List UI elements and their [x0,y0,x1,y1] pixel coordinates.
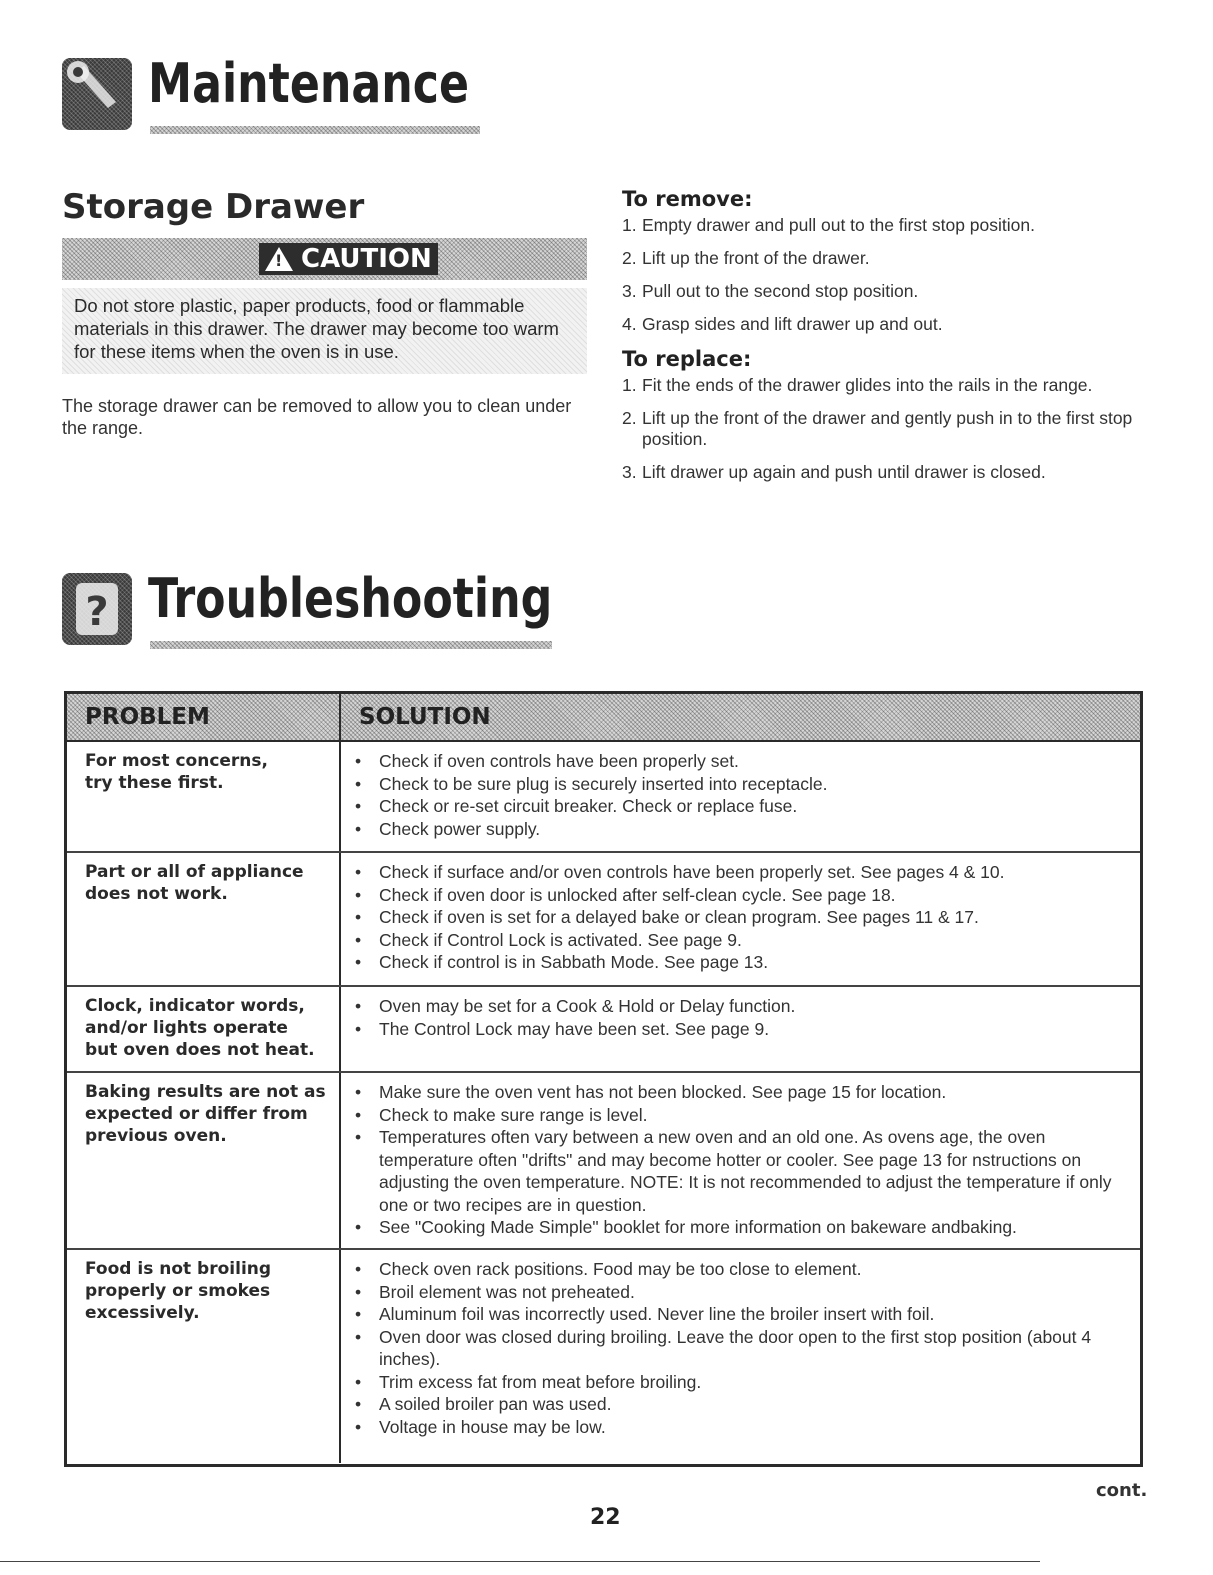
table-row [67,1073,1140,1250]
problem-cell: Part or all of appliance does not work. [67,853,341,985]
warning-icon: ! [265,247,293,271]
list-item: • Temperatures often vary between a new oven and an old one. As ovens age, the oven temperature often "drifts" and may become hotter or cooler. See page 13 for nstructions on adjusting the oven temperature. NOTE: It is not recommended to adjust the temperature if only one or two recipes are in question. [355,1127,1112,1215]
list-item: 1. Fit the ends of the drawer glides into the rails in the range. [622,375,1093,395]
table-row [67,742,1140,853]
remove-heading: To remove: [622,187,753,211]
table-row [67,1250,1140,1463]
list-item: • See "Cooking Made Simple" booklet for more information on bakeware andbaking. [355,1217,1017,1237]
caution-message: Do not store plastic, paper products, food or flammable materials in this drawer. The drawer may become too warm for these items when the oven is in use. [62,288,587,374]
problem-cell: Food is not broiling properly or smokes excessively. [67,1250,341,1463]
list-item: • Check to make sure range is level. [355,1104,648,1125]
list-item: 1. Empty drawer and pull out to the first stop position. [622,215,1035,235]
list-item: • Trim excess fat from meat before broiling. [355,1371,702,1392]
list-item: 2. Lift up the front of the drawer and gently push in to the first stop position. [622,408,1133,449]
question-icon [62,573,132,645]
caution-text-label: CAUTION [301,244,432,274]
list-item: • Check oven rack positions. Food may be too close to element. [355,1259,862,1279]
title-underline [150,641,552,649]
section-title: Maintenance [148,52,470,115]
list-item: • Check if oven is set for a delayed bake or clean program. See pages 11 & 17. [355,907,979,927]
table-row [67,853,1140,987]
svg-text:?: ? [85,589,109,635]
list-item: • The Control Lock may have been set. See page 9. [355,1018,770,1039]
list-item: • Broil element was not preheated. [355,1281,635,1302]
solution-cell [341,742,1140,851]
column-header-solution: SOLUTION [359,704,491,730]
list-item: • Check if oven controls have been properly set. [355,751,739,771]
storage-description: The storage drawer can be removed to allow you to clean under the range. [62,396,572,438]
solution-cell [341,1073,1140,1248]
list-item: 2. Lift up the front of the drawer. [622,248,870,268]
problem-cell: Baking results are not as expected or differ from previous oven. [67,1073,341,1248]
list-item: 3. Lift drawer up again and push until drawer is closed. [622,462,1046,482]
title-underline [150,126,480,134]
list-item: 4. Grasp sides and lift drawer up and out. [622,314,943,334]
list-item: • Check or re-set circuit breaker. Check or replace fuse. [355,796,798,816]
list-item: • Check if surface and/or oven controls have been properly set. See pages 4 & 10. [355,862,1005,882]
troubleshooting-table [64,691,1143,1467]
solution-cell [341,987,1140,1071]
troubleshooting-heading [62,567,553,663]
replace-heading: To replace: [622,347,752,371]
list-item: • Check if oven door is unlocked after self-clean cycle. See page 18. [355,884,896,905]
wrench-icon [62,58,132,130]
remove-steps [622,215,1152,335]
list-item: • Check power supply. [355,818,541,839]
caution-banner [62,238,587,280]
page-number: 22 [590,1505,621,1530]
list-item: • Check to be sure plug is securely inserted into receptacle. [355,773,828,794]
list-item: • Oven door was closed during broiling. Leave the door open to the first stop position (about 4 inches). [355,1326,1092,1369]
solution-cell [341,1250,1140,1463]
footer-rule [0,1561,1040,1562]
caution-label [259,243,438,275]
solution-cell [341,853,1140,985]
list-item: • Check if Control Lock is activated. See page 9. [355,929,742,950]
list-item: • Aluminum foil was incorrectly used. Never line the broiler insert with foil. [355,1304,935,1324]
storage-title: Storage Drawer [62,187,365,227]
list-item: • Oven may be set for a Cook & Hold or Delay function. [355,996,796,1016]
section-title: Troubleshooting [148,567,553,630]
table-header [67,694,1140,742]
list-item: • A soiled broiler pan was used. [355,1394,612,1414]
maintenance-heading [62,52,522,148]
list-item: • Voltage in house may be low. [355,1416,606,1437]
drawer-instructions [622,187,1152,495]
list-item: • Check if control is in Sabbath Mode. See page 13. [355,952,769,972]
problem-cell: For most concerns, try these first. [67,742,341,851]
table-row [67,987,1140,1073]
continued-note: cont. [1096,1480,1148,1501]
column-header-problem: PROBLEM [67,694,341,740]
replace-steps [622,375,1152,483]
list-item: • Make sure the oven vent has not been blocked. See page 15 for location. [355,1082,947,1102]
problem-cell: Clock, indicator words, and/or lights operate but oven does not heat. [67,987,341,1071]
list-item: 3. Pull out to the second stop position. [622,281,919,301]
